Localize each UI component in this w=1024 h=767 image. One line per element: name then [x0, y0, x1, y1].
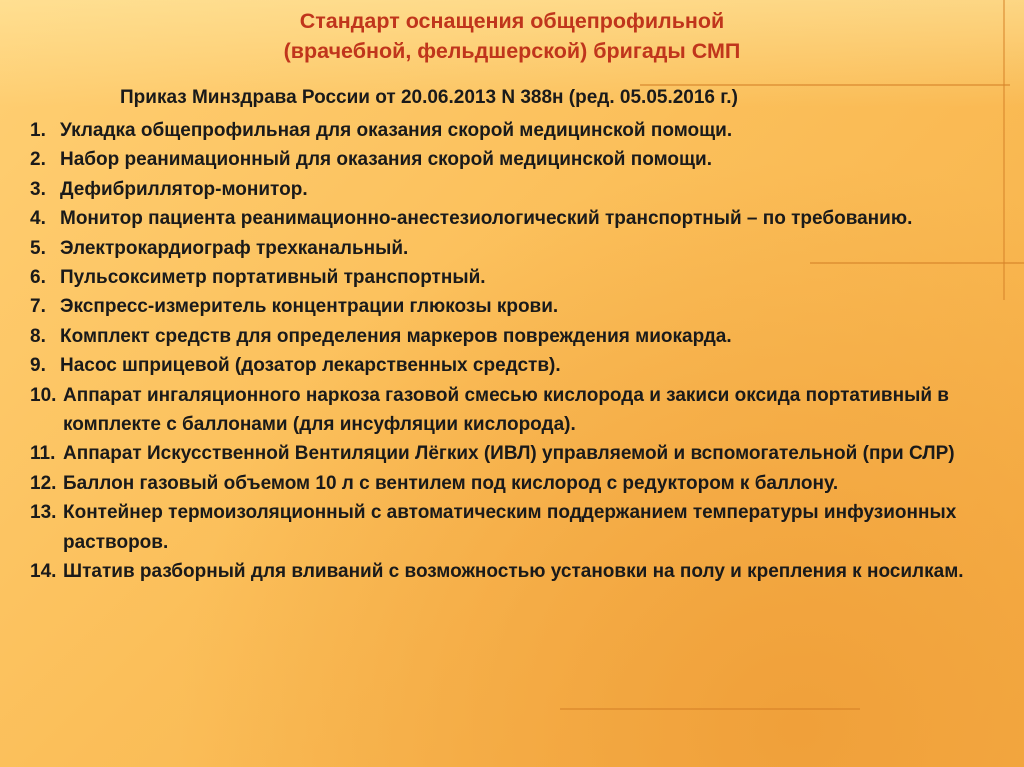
item-number: 11. [30, 443, 56, 465]
list-item [30, 116, 1010, 145]
item-number: 9. [30, 355, 46, 377]
list-item [30, 234, 1010, 263]
item-number: 14. [30, 561, 57, 583]
slide-title [0, 6, 1024, 66]
title-line-2: (врачебной, фельдшерской) бригады СМП [283, 39, 741, 63]
item-number: 3. [30, 178, 46, 200]
item-number: 10. [30, 384, 57, 406]
list-item [30, 145, 1010, 174]
order-reference: Приказ Минздрава России от 20.06.2013 N 388н (ред. 05.05.2016 г.) [120, 87, 738, 108]
list-item [30, 557, 1010, 586]
equipment-list [30, 116, 1010, 587]
list-item [30, 469, 1010, 498]
item-text: Комплект средств для определения маркеров повреждения миокарда. [60, 325, 732, 347]
item-number: 4. [30, 208, 46, 230]
item-number: 7. [30, 296, 46, 318]
list-item [30, 439, 1010, 468]
item-text: Штатив разборный для вливаний с возможностью установки на полу и крепления к носилкам. [63, 561, 964, 583]
item-text: Экспресс-измеритель концентрации глюкозы крови. [60, 296, 559, 318]
item-number: 12. [30, 472, 57, 494]
list-item [30, 498, 1010, 557]
item-text: Контейнер термоизоляционный с автоматическим поддержанием температуры инфузионных растворов. [63, 502, 957, 553]
item-number: 2. [30, 149, 46, 171]
item-number: 8. [30, 325, 46, 347]
item-number: 6. [30, 267, 46, 289]
item-number: 5. [30, 237, 46, 259]
item-text: Пульсоксиметр портативный транспортный. [60, 267, 486, 289]
list-item [30, 292, 1010, 321]
item-text: Баллон газовый объемом 10 л с вентилем под кислород с редуктором к баллону. [63, 472, 839, 494]
list-item [30, 263, 1010, 292]
item-text: Дефибриллятор-монитор. [60, 178, 308, 200]
list-item [30, 381, 1010, 440]
decor-line-bottom [560, 708, 860, 710]
list-item [30, 351, 1010, 380]
list-item [30, 322, 1010, 351]
item-text: Аппарат Искусственной Вентиляции Лёгких (ИВЛ) управляемой и вспомогательной (при СЛР) [63, 443, 955, 465]
list-item [30, 204, 1010, 233]
item-number: 1. [30, 120, 46, 141]
item-text: Насос шприцевой (дозатор лекарственных средств). [60, 355, 561, 377]
item-text: Укладка общепрофильная для оказания скорой медицинской помощи. [60, 120, 733, 141]
item-text: Аппарат ингаляционного наркоза газовой смесью кислорода и закиси оксида портативный в комплекте с баллонами (для инсуфляции кислорода). [63, 384, 949, 436]
item-text: Монитор пациента реанимационно-анестезиологический транспортный – по требованию. [60, 208, 913, 230]
title-line-1: Стандарт оснащения общепрофильной [299, 9, 725, 33]
item-text: Набор реанимационный для оказания скорой медицинской помощи. [60, 149, 713, 171]
list-item [30, 175, 1010, 204]
item-text: Электрокардиограф трехканальный. [60, 237, 409, 259]
item-number: 13. [30, 502, 57, 524]
decor-line-top [640, 84, 1010, 86]
